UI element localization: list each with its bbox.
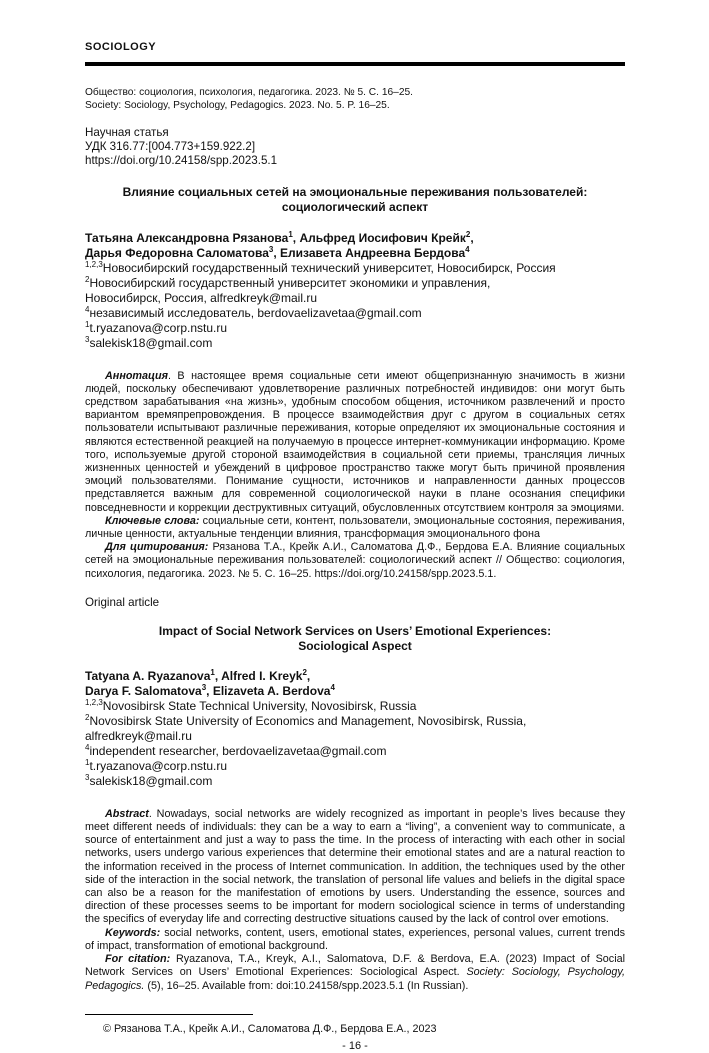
article-title-ru-line1: Влияние социальных сетей на эмоциональные переживания пользователей: (122, 184, 588, 199)
citation-label-en: For citation: (105, 953, 171, 966)
header-rule (85, 62, 625, 66)
citation-post-en: (5), 16–25. Available from: doi:10.24158/spp.2023.5.1 (In Russian). (144, 979, 469, 992)
footnote-area (85, 1014, 625, 1053)
keywords-ru (85, 515, 625, 541)
citation-text-ru: Рязанова Т.А., Крейк А.И., Саломатова Д.Ф., Бердова Е.А. Влияние социальных сетей на эмоциональные переживания пользователей: социологический аспект // Общество: социология, психология, педагогика. 2023. № 5. С. 16–25. https://doi.org/10.24158/spp.2023.5.1. (85, 541, 625, 580)
affiliation-line (85, 336, 625, 351)
author-name: , (470, 230, 474, 245)
doi-link: https://doi.org/10.24158/spp.2023.5.1 (85, 154, 278, 168)
article-meta-block (85, 126, 625, 169)
author-superscript: 2 (465, 229, 471, 239)
authors-en-line1 (85, 669, 625, 684)
udc-code: УДК 316.77:[004.773+159.922.2] (85, 140, 256, 154)
article-title-ru-line2: социологический аспект (281, 199, 429, 214)
abstract-en (85, 808, 625, 927)
affiliation-line (85, 699, 625, 714)
author-name: , Альфред Иосифович Крейк (292, 230, 466, 245)
author-name: , Alfred I. Kreyk (214, 668, 303, 683)
author-name: , (306, 668, 311, 683)
affiliation-superscript: 1,2,3 (85, 259, 103, 269)
author-superscript: 3 (268, 244, 274, 254)
author-superscript: 4 (465, 244, 470, 254)
affiliation-line (85, 744, 625, 759)
affiliation-text: t.ryazanova@corp.nstu.ru (89, 758, 228, 773)
affiliation-superscript: 1 (85, 319, 90, 329)
affiliation-superscript: 4 (85, 304, 90, 314)
abstract-block-en (85, 808, 625, 993)
article-type-ru: Научная статья (85, 126, 169, 139)
affiliation-line (85, 774, 625, 789)
abstract-label-en: Abstract (105, 807, 149, 820)
affiliation-text: salekisk18@gmail.com (89, 773, 213, 788)
authors-ru-line1 (85, 231, 625, 246)
article-title-en-line2: Sociological Aspect (298, 638, 412, 653)
citation-pre-en: Ryazanova, T.A., Kreyk, A.I., Salomatova, D.F. & Berdova, E.A. (2023) Impact of Social Network Services on Users’ Emotional Experiences: Sociological Aspect. (85, 953, 625, 979)
abstract-ru (85, 370, 625, 515)
author-name: Дарья Федоровна Саломатова (85, 245, 269, 260)
affiliation-text: независимый исследователь, berdovaelizavetaa@gmail.com (89, 305, 422, 320)
affiliation-line (85, 321, 625, 336)
affiliation-line (85, 306, 625, 321)
article-title-ru (85, 185, 625, 215)
abstract-text-ru: . В настоящее время социальные сети имеют общепризнанную значимость в жизни людей, поскольку обеспечивают удовлетворение различных потребностей индивидов: они могут быть средством зарабатывания «на жизнь», удобным способом общения, источником развлечений и просто вариантом времяпрепровождения. В процессе взаимодействия друг с другом в социальных сетях пользователи испытывают различные переживания, которые определяют их эмоциональные состояния и являются естественной реакцией на получаемую в процессе интернет-коммуникации информацию. Кроме того, используемые другой стороной взаимодействия в социальной сети приемы, трансляция личных жизненных ценностей и убеждений в цифровое пространство также могут быть причиной проявления эмоций пользователями. Понимание сущности, источников и направленности данных процессов представляется важным для современной социологической науки в плане осознания специфики повседневности и коррекции деструктивных ситуаций, обусловленных отсутствием контроля за эмоциями. (85, 369, 625, 514)
affiliation-line (85, 261, 625, 276)
author-name: , Елизавета Андреевна Бердова (273, 245, 466, 260)
authors-ru-line2 (85, 246, 625, 261)
affiliation-line (85, 291, 625, 306)
affiliation-superscript: 1 (85, 757, 90, 767)
journal-reference-block (85, 86, 625, 112)
keywords-label-ru: Ключевые слова: (105, 514, 200, 527)
affiliation-text: Новосибирский государственный технический университет, Новосибирск, Россия (102, 260, 556, 275)
article-title-en (85, 624, 625, 654)
abstract-text-en: . Nowadays, social networks are widely recognized as important in people’s lives because they meet different needs of individuals: they can be a way to earn a “living”, a convenient way to communicate, a source of entertainment and just a way to pass the time. In the process of interacting with each other in social networks, users undergo various experiences that determine their emotional states and are a natural reaction to the information received in the process of Internet communication. In addition, the techniques used by the other side of the interaction in the social network, the translation of personal life values and beliefs in the digital space can also be a reason for the manifestation of emotions by users. Understanding the essence, sources and direction of these processes seems to be important for modern sociological science in terms of understanding the specifics of everyday life and correcting destructive situations caused by the lack of control over emotions. (85, 807, 625, 926)
keywords-text-en: social networks, content, users, emotional states, experiences, personal values, current trends of impact, transformation of emotional background. (85, 926, 625, 952)
affiliation-text: Новосибирский государственный университет экономики и управления, (89, 275, 491, 290)
citation-journal-name: Society: Sociology, Psychology, Pedagogics. (85, 966, 625, 992)
affiliation-superscript: 2 (85, 274, 90, 284)
affiliation-superscript: 4 (85, 742, 90, 752)
affiliation-superscript: 3 (85, 772, 90, 782)
abstract-block-ru (85, 370, 625, 581)
author-name: Darya F. Salomatova (85, 683, 202, 698)
affiliation-text: t.ryazanova@corp.nstu.ru (89, 320, 228, 335)
citation-label-ru: Для цитирования: (105, 541, 209, 554)
journal-ref-ru: Общество: социология, психология, педагогика. 2023. № 5. С. 16–25. (85, 87, 413, 98)
keywords-text-ru: социальные сети, контент, пользователи, эмоциональные состояния, переживания, личные ценности, актуальные тенденции влияния, трансформация эмоционального фона (85, 514, 625, 541)
affiliation-text: independent researcher, berdovaelizavetaa@gmail.com (89, 743, 387, 758)
affiliation-text: salekisk18@gmail.com (89, 335, 213, 350)
affiliation-line (85, 759, 625, 774)
affiliations-en (85, 699, 625, 789)
citation-en (85, 953, 625, 993)
author-name: Tatyana A. Ryazanova (85, 668, 211, 683)
author-name: Татьяна Александровна Рязанова (85, 230, 289, 245)
affiliation-superscript: 3 (85, 334, 90, 344)
keywords-en (85, 927, 625, 953)
authors-ru (85, 231, 625, 261)
affiliation-line (85, 714, 625, 744)
affiliation-superscript: 2 (85, 712, 90, 722)
author-superscript: 3 (201, 682, 207, 692)
affiliation-text: Novosibirsk State Technical University, Novosibirsk, Russia (102, 698, 417, 713)
author-name: , Elizaveta A. Berdova (206, 683, 331, 698)
footnote-rule (85, 1014, 253, 1015)
article-type-en: Original article (85, 595, 160, 609)
author-superscript: 2 (302, 667, 307, 677)
affiliation-superscript: 1,2,3 (85, 697, 103, 707)
authors-en (85, 669, 625, 699)
citation-ru (85, 541, 625, 581)
affiliation-text: Novosibirsk State University of Economics and Management, Novosibirsk, Russia, alfredkreyk@mail.ru (85, 713, 527, 743)
abstract-label-ru: Аннотация (105, 369, 168, 382)
keywords-label-en: Keywords: (105, 926, 161, 939)
affiliation-text: Новосибирск, Россия, alfredkreyk@mail.ru (85, 290, 318, 305)
author-superscript: 1 (210, 667, 215, 677)
page-number: - 16 - (342, 1039, 368, 1052)
journal-ref-en: Society: Sociology, Psychology, Pedagogics. 2023. No. 5. P. 16–25. (85, 100, 390, 111)
authors-en-line2 (85, 684, 625, 699)
affiliations-ru (85, 261, 625, 351)
article-title-en-line1: Impact of Social Network Services on Users’ Emotional Experiences: (158, 623, 552, 638)
author-superscript: 1 (288, 229, 293, 239)
copyright-line: © Рязанова Т.А., Крейк А.И., Саломатова Д.Ф., Бердова Е.А., 2023 (103, 1022, 437, 1035)
author-superscript: 4 (330, 682, 335, 692)
affiliation-line (85, 276, 625, 291)
section-header: SOCIOLOGY (85, 41, 157, 53)
